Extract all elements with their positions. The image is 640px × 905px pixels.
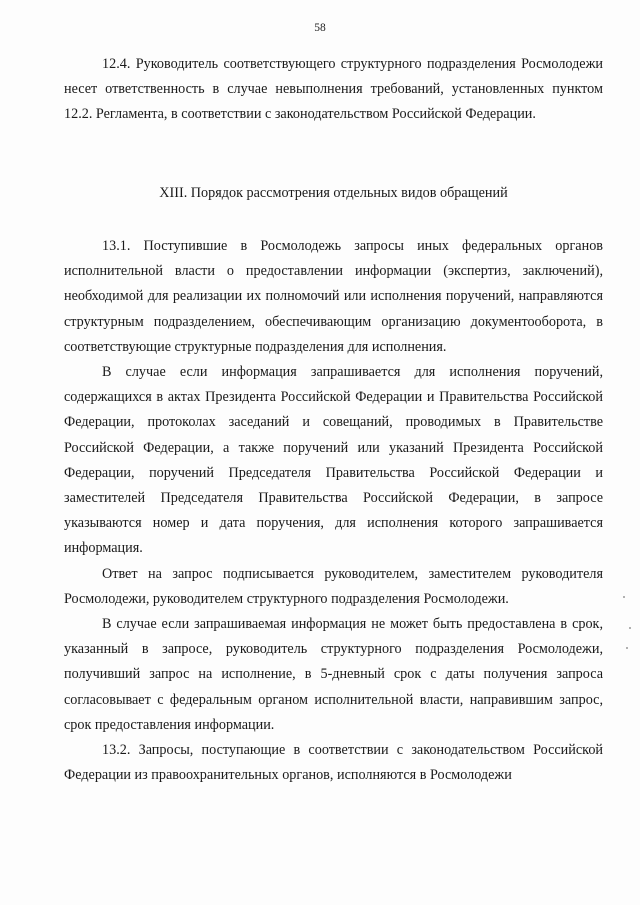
section-13-heading: XIII. Порядок рассмотрения отдельных видов обращений [159, 185, 508, 201]
scan-speck [629, 627, 631, 629]
scan-speck [626, 647, 628, 649]
paragraph-13-1-response-signing: Ответ на запрос подписывается руководителем, заместителем руководителя Росмолодежи, руководителем структурного подразделения Росмолодежи. [64, 565, 603, 607]
section-12-body [64, 52, 603, 128]
page-number: 58 [314, 22, 326, 34]
paragraph-13-1: 13.1. Поступившие в Росмолодежь запросы иных федеральных органов исполнительной власти о предоставлении информации (экспертиз, заключений), необходимой для реализации их полномочий или исполнения поручений, направляются структурным подразделением, обеспечивающим организацию документооборота, в соответствующие структурные подразделения для исполнения. [64, 238, 603, 355]
paragraph-12-4: 12.4. Руководитель соответствующего структурного подразделения Росмолодежи несет ответственность в случае невыполнения требований, установленных пунктом 12.2. Регламента, в соответствии с законодательством Российской Федерации. [64, 56, 603, 123]
section-13-body [64, 234, 603, 788]
paragraph-13-1-deadline-agreement: В случае если запрашиваемая информация не может быть предоставлена в срок, указанный в запросе, руководитель структурного подразделения Росмолодежи, получивший запрос на исполнение, в 5-дневный срок с даты получения запроса согласовывает с федеральным органом исполнительной власти, направившим запрос, срок предоставления информации. [64, 616, 603, 733]
paragraph-13-1-presidential-requests: В случае если информация запрашивается для исполнения поручений, содержащихся в актах Президента Российской Федерации и Правительства Российской Федерации, протоколах заседаний и совещаний, проводимых в Правительстве Российской Федерации, а также поручений или указаний Президента Российской Федерации, поручений Председателя Правительства Российской Федерации и заместителей Председателя Правительства Российской Федерации, в запросе указываются номер и дата поручения, для исполнения которого запрашивается информация. [64, 364, 603, 557]
paragraph-13-2: 13.2. Запросы, поступающие в соответствии с законодательством Российской Федерации из правоохранительных органов, исполняются в Росмолодежи [64, 742, 603, 784]
scan-speck [623, 596, 625, 598]
